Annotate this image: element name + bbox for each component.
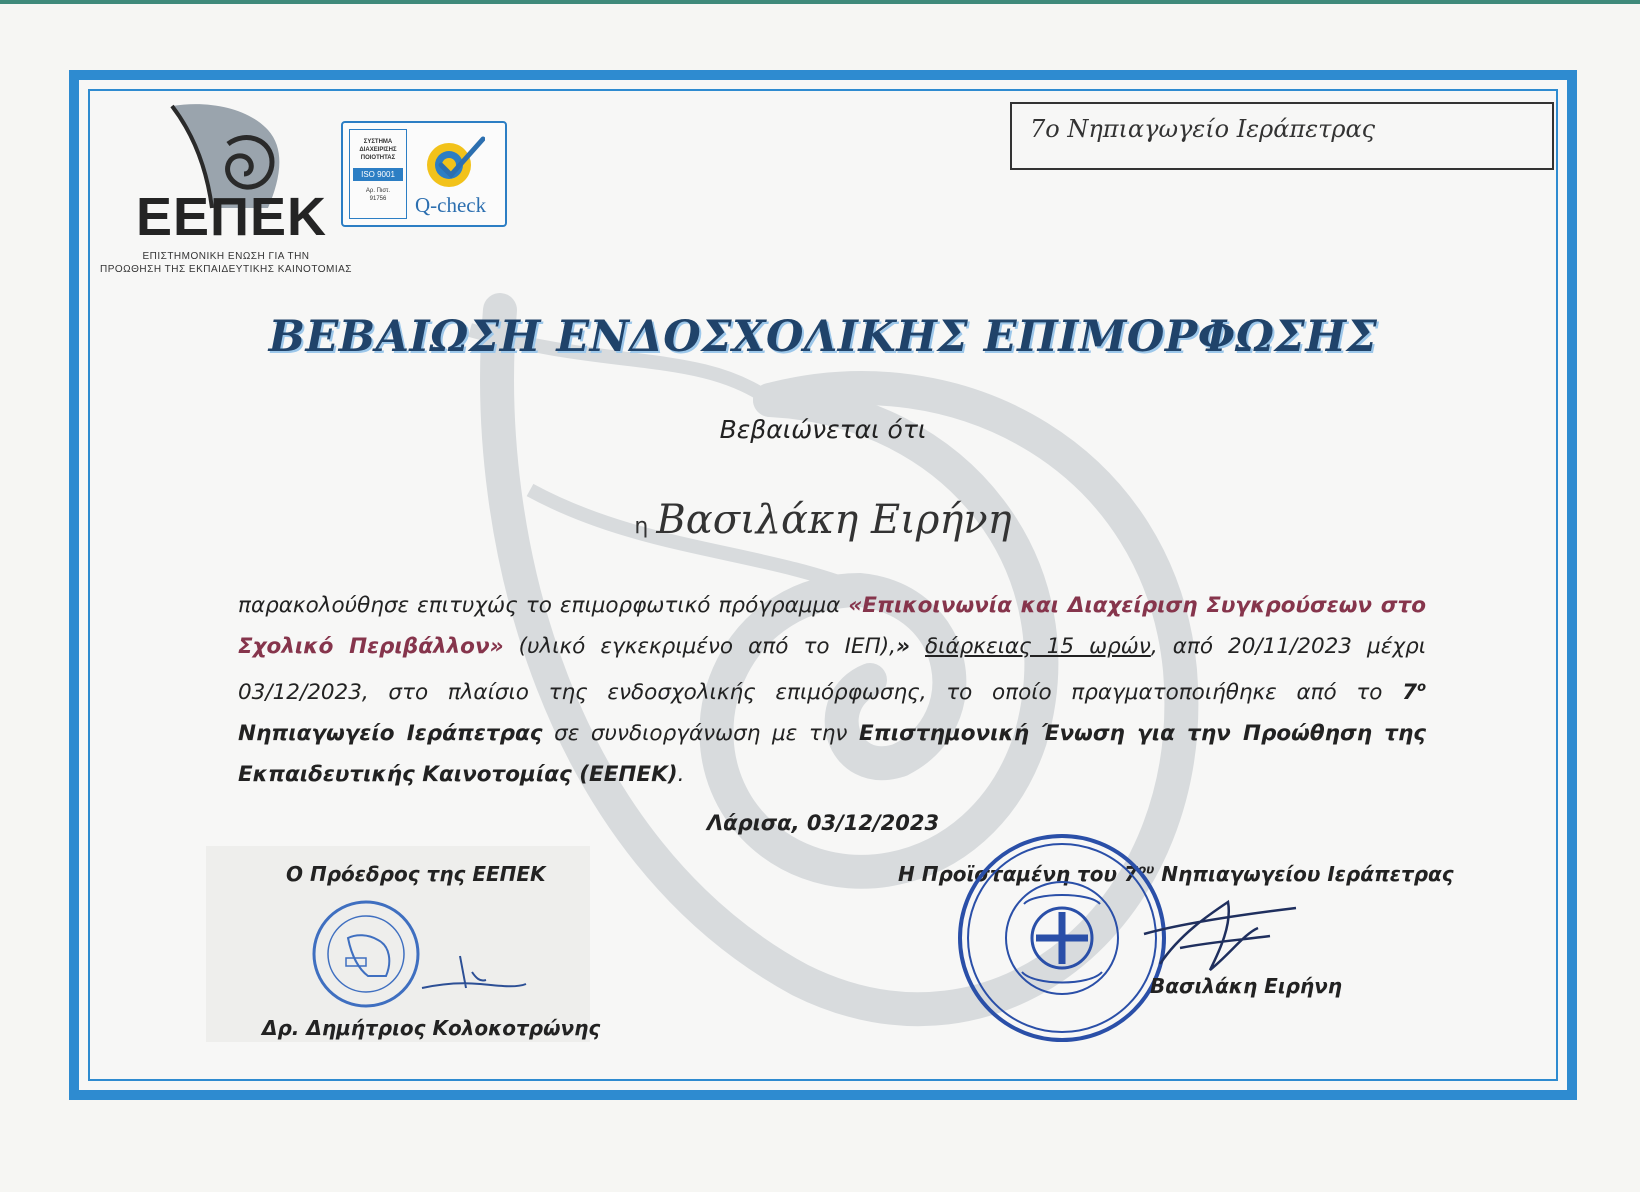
- recipient-name: Βασιλάκη Ειρήνη: [656, 497, 1012, 543]
- iso-standard-label: ISO 9001: [353, 168, 403, 181]
- recipient-article: η: [634, 514, 649, 539]
- certificate-body-text: [238, 585, 1426, 795]
- body-approved: (υλικό εγκεκριμένο από το ΙΕΠ),: [503, 634, 896, 659]
- body-intro: παρακολούθησε επιτυχώς το επιμορφωτικό πρόγραμμα: [238, 593, 849, 618]
- body-end: .: [677, 762, 685, 788]
- iso-cert-number: 91756: [369, 196, 387, 202]
- organization-name: Επιστημονική Ένωση για την Προώθηση της Εκπαιδευτικής Καινοτομίας (ΕΕΠΕΚ): [238, 721, 1426, 788]
- president-name: Δρ. Δημήτριος Κολοκοτρώνης: [262, 1016, 601, 1040]
- school-official-stamp-icon: [954, 832, 1170, 1044]
- quality-certification-badge: [341, 121, 507, 227]
- school-number-suffix: ο: [1417, 680, 1426, 695]
- iso-line-2: ΔΙΑΧΕΙΡΙΣΗΣ: [359, 147, 397, 153]
- principal-name: Βασιλάκη Ειρήνη: [1150, 974, 1343, 998]
- iso-line-1: ΣΥΣΤΗΜΑ: [363, 139, 393, 145]
- qcheck-label: Q-check: [415, 193, 487, 217]
- body-cooperation: σε συνδιοργάνωση με την: [542, 721, 860, 747]
- certificate-title: ΒΕΒΑΙΩΣΗ ΕΝΔΟΣΧΟΛΙΚΗΣ ΕΠΙΜΟΡΦΩΣΗΣ: [268, 312, 1378, 362]
- principal-label-start: Η Προϊσταμένη του 7: [898, 862, 1138, 886]
- principal-label-suffix: ου: [1137, 862, 1155, 877]
- school-name-box: 7ο Νηπιαγωγείο Ιεράπετρας: [1010, 102, 1554, 170]
- certifies-that: Βεβαιώνεται ότι: [719, 415, 927, 444]
- school-name: Νηπιαγωγείο Ιεράπετρας: [238, 721, 543, 747]
- course-duration: διάρκειας 15 ωρών: [925, 634, 1151, 659]
- president-signature-scribble: [420, 948, 530, 998]
- principal-signature-scribble: [1140, 894, 1300, 980]
- eepek-stamp-icon: [306, 898, 426, 1010]
- body-dates: , από 20/11/2023 μέχρι 03/12/2023, στο πλαίσιο της ενδοσχολικής επιμόρφωσης, το οποίο πραγματοποιήθηκε από το: [238, 634, 1426, 706]
- school-number: 7: [1402, 680, 1418, 706]
- place-date: Λάρισα, 03/12/2023: [706, 811, 940, 835]
- page-top-edge: [0, 0, 1640, 4]
- recipient-line: [88, 497, 1558, 543]
- president-label: Ο Πρόεδρος της ΕΕΠΕΚ: [286, 862, 546, 886]
- body-quote-close: »: [895, 634, 910, 659]
- eepek-logo-subtitle: [96, 250, 356, 276]
- iso-line-3: ΠΟΙΟΤΗΤΑΣ: [360, 155, 396, 161]
- logo-subtitle-line-2: ΠΡΟΩΘΗΣΗ ΤΗΣ ΕΚΠΑΙΔΕΥΤΙΚΗΣ ΚΑΙΝΟΤΟΜΙΑΣ: [100, 264, 352, 275]
- eepek-logo-text: ΕΕΠΕΚ: [136, 187, 328, 247]
- iso-cert-label: Αρ. Πιστ.: [365, 188, 391, 194]
- principal-label-end: Νηπιαγωγείου Ιεράπετρας: [1154, 862, 1454, 886]
- program-title: «Επικοινωνία και Διαχείριση Συγκρούσεων στο Σχολικό Περιβάλλον»: [238, 593, 1426, 659]
- iso-certification-box: [349, 129, 407, 219]
- qcheck-icon: [421, 135, 485, 191]
- logo-subtitle-line-1: ΕΠΙΣΤΗΜΟΝΙΚΗ ΕΝΩΣΗ ΓΙΑ ΤΗΝ: [142, 251, 310, 262]
